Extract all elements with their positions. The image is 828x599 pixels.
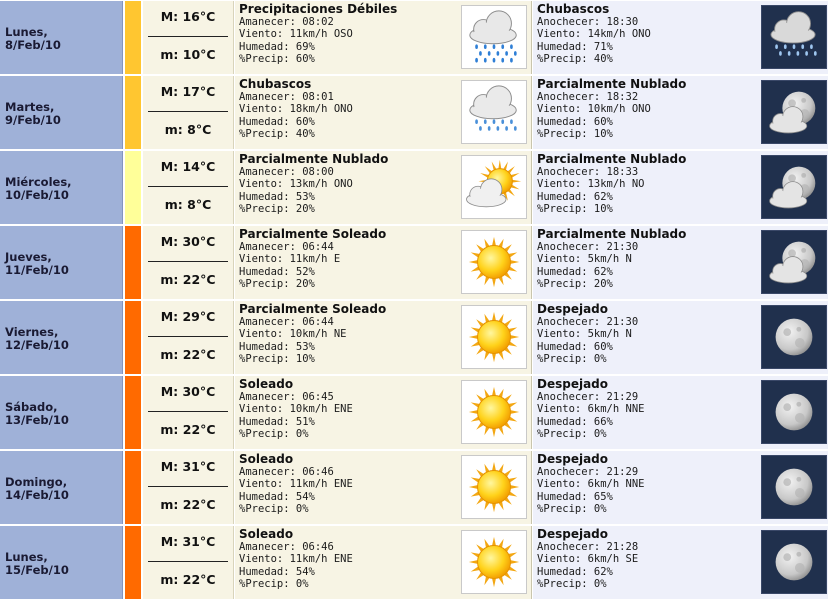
night-wind: Viento: 5km/h N [537, 253, 632, 266]
moon-icon [761, 305, 827, 369]
temperature-cell [143, 1, 234, 74]
day-precipitation: %Precip: 40% [239, 128, 315, 141]
day-precipitation: %Precip: 10% [239, 353, 315, 366]
night-forecast [533, 301, 828, 374]
max-temperature: M: 31°C [160, 534, 216, 549]
sun-cloud-icon [461, 155, 527, 219]
night-condition: Despejado [537, 452, 609, 466]
day-humidity: Humedad: 52% [239, 265, 315, 278]
max-temperature: M: 17°C [160, 84, 216, 99]
day-humidity: Humedad: 54% [239, 490, 315, 503]
temperature-color-bar [125, 76, 141, 149]
forecast-row [0, 375, 828, 449]
night-condition: Despejado [537, 527, 609, 541]
day-forecast [235, 151, 532, 224]
temperature-divider [148, 261, 228, 262]
day-wind: Viento: 11km/h ENE [239, 553, 353, 566]
moon-cloud-icon [761, 155, 827, 219]
min-temperature: m: 8°C [164, 122, 212, 137]
sunrise-time: Amanecer: 06:44 [239, 241, 334, 253]
temperature-cell [143, 151, 234, 224]
sunset-time: Anochecer: 18:32 [537, 91, 639, 103]
day-forecast [235, 226, 532, 299]
sunset-time: Anochecer: 18:33 [537, 166, 639, 178]
day-precipitation: %Precip: 20% [239, 278, 315, 291]
night-precipitation: %Precip: 10% [537, 128, 613, 141]
day-wind: Viento: 10km/h NE [239, 328, 347, 341]
night-humidity: Humedad: 66% [537, 415, 613, 428]
day-condition: Precipitaciones Débiles [239, 2, 398, 16]
day-condition: Soleado [239, 452, 294, 466]
temperature-color-bar [125, 376, 141, 449]
night-wind: Viento: 14km/h ONO [537, 28, 651, 41]
night-humidity: Humedad: 62% [537, 265, 613, 278]
sunset-time: Anochecer: 21:29 [537, 466, 639, 478]
forecast-row [0, 0, 828, 74]
temperature-color-bar [125, 451, 141, 524]
temperature-divider [148, 561, 228, 562]
date-cell [0, 151, 123, 224]
day-condition: Chubascos [239, 77, 312, 91]
date-label: Lunes, 15/Feb/10 [5, 550, 69, 577]
temperature-cell [143, 451, 234, 524]
sunrise-time: Amanecer: 06:44 [239, 316, 334, 328]
day-precipitation: %Precip: 60% [239, 53, 315, 66]
max-temperature: M: 29°C [160, 309, 216, 324]
date-label: Miércoles, 10/Feb/10 [5, 175, 72, 202]
forecast-row [0, 525, 828, 599]
date-label: Sábado, 13/Feb/10 [5, 400, 69, 427]
night-precipitation: %Precip: 40% [537, 53, 613, 66]
min-temperature: m: 8°C [164, 197, 212, 212]
sunrise-time: Amanecer: 06:46 [239, 466, 334, 478]
showers-cloud-icon [461, 80, 527, 144]
forecast-row [0, 225, 828, 299]
min-temperature: m: 10°C [160, 47, 216, 62]
night-wind: Viento: 6km/h SE [537, 553, 639, 566]
date-cell [0, 376, 123, 449]
min-temperature: m: 22°C [160, 572, 216, 587]
date-label: Martes, 9/Feb/10 [5, 100, 61, 127]
temperature-cell [143, 76, 234, 149]
temperature-color-bar [125, 151, 141, 224]
night-wind: Viento: 6km/h NNE [537, 403, 645, 416]
temperature-color-bar [125, 301, 141, 374]
temperature-divider [148, 111, 228, 112]
temperature-color-bar [125, 226, 141, 299]
night-humidity: Humedad: 60% [537, 340, 613, 353]
temperature-color-bar [125, 1, 141, 74]
night-precipitation: %Precip: 0% [537, 428, 607, 441]
sunset-time: Anochecer: 21:29 [537, 391, 639, 403]
temperature-cell [143, 226, 234, 299]
night-humidity: Humedad: 65% [537, 490, 613, 503]
day-precipitation: %Precip: 0% [239, 578, 309, 591]
night-precipitation: %Precip: 0% [537, 503, 607, 516]
max-temperature: M: 14°C [160, 159, 216, 174]
date-label: Domingo, 14/Feb/10 [5, 475, 69, 502]
day-precipitation: %Precip: 0% [239, 428, 309, 441]
sunrise-time: Amanecer: 08:01 [239, 91, 334, 103]
temperature-cell [143, 376, 234, 449]
night-wind: Viento: 13km/h NO [537, 178, 645, 191]
date-cell [0, 451, 123, 524]
min-temperature: m: 22°C [160, 347, 216, 362]
day-humidity: Humedad: 69% [239, 40, 315, 53]
day-precipitation: %Precip: 20% [239, 203, 315, 216]
forecast-row [0, 450, 828, 524]
night-humidity: Humedad: 62% [537, 190, 613, 203]
sunset-time: Anochecer: 21:28 [537, 541, 639, 553]
night-forecast [533, 226, 828, 299]
night-condition: Despejado [537, 377, 609, 391]
temperature-divider [148, 411, 228, 412]
night-forecast [533, 151, 828, 224]
temperature-cell [143, 526, 234, 599]
rain-cloud-icon [461, 5, 527, 69]
sun-icon [461, 230, 527, 294]
day-forecast [235, 376, 532, 449]
min-temperature: m: 22°C [160, 497, 216, 512]
day-humidity: Humedad: 54% [239, 565, 315, 578]
sunrise-time: Amanecer: 06:45 [239, 391, 334, 403]
temperature-divider [148, 486, 228, 487]
day-wind: Viento: 18km/h ONO [239, 103, 353, 116]
temperature-cell [143, 301, 234, 374]
night-showers-icon [761, 5, 827, 69]
day-forecast [235, 451, 532, 524]
day-wind: Viento: 11km/h ENE [239, 478, 353, 491]
night-wind: Viento: 5km/h N [537, 328, 632, 341]
moon-icon [761, 380, 827, 444]
day-condition: Parcialmente Nublado [239, 152, 389, 166]
day-condition: Soleado [239, 377, 294, 391]
date-label: Viernes, 12/Feb/10 [5, 325, 69, 352]
day-wind: Viento: 11km/h OSO [239, 28, 353, 41]
forecast-row [0, 75, 828, 149]
date-cell [0, 526, 123, 599]
night-humidity: Humedad: 62% [537, 565, 613, 578]
night-condition: Despejado [537, 302, 609, 316]
night-forecast [533, 451, 828, 524]
temperature-divider [148, 36, 228, 37]
night-condition: Parcialmente Nublado [537, 152, 687, 166]
night-forecast [533, 76, 828, 149]
day-wind: Viento: 11km/h E [239, 253, 341, 266]
night-wind: Viento: 10km/h ONO [537, 103, 651, 116]
night-precipitation: %Precip: 20% [537, 278, 613, 291]
night-precipitation: %Precip: 0% [537, 578, 607, 591]
day-condition: Soleado [239, 527, 294, 541]
date-label: Jueves, 11/Feb/10 [5, 250, 69, 277]
date-label: Lunes, 8/Feb/10 [5, 25, 61, 52]
night-wind: Viento: 6km/h NNE [537, 478, 645, 491]
moon-icon [761, 455, 827, 519]
date-cell [0, 226, 123, 299]
temperature-divider [148, 336, 228, 337]
moon-cloud-icon [761, 230, 827, 294]
day-humidity: Humedad: 51% [239, 415, 315, 428]
min-temperature: m: 22°C [160, 422, 216, 437]
day-humidity: Humedad: 60% [239, 115, 315, 128]
day-humidity: Humedad: 53% [239, 190, 315, 203]
max-temperature: M: 31°C [160, 459, 216, 474]
max-temperature: M: 30°C [160, 234, 216, 249]
sun-icon [461, 530, 527, 594]
day-forecast [235, 526, 532, 599]
sunrise-time: Amanecer: 06:46 [239, 541, 334, 553]
day-condition: Parcialmente Soleado [239, 227, 387, 241]
night-humidity: Humedad: 71% [537, 40, 613, 53]
day-wind: Viento: 13km/h ONO [239, 178, 353, 191]
date-cell [0, 301, 123, 374]
day-forecast [235, 76, 532, 149]
sun-icon [461, 380, 527, 444]
day-precipitation: %Precip: 0% [239, 503, 309, 516]
max-temperature: M: 16°C [160, 9, 216, 24]
sun-icon [461, 305, 527, 369]
sun-icon [461, 455, 527, 519]
night-condition: Parcialmente Nublado [537, 227, 687, 241]
max-temperature: M: 30°C [160, 384, 216, 399]
day-forecast [235, 301, 532, 374]
moon-icon [761, 530, 827, 594]
day-humidity: Humedad: 53% [239, 340, 315, 353]
forecast-row [0, 150, 828, 224]
night-precipitation: %Precip: 0% [537, 353, 607, 366]
night-condition: Parcialmente Nublado [537, 77, 687, 91]
night-precipitation: %Precip: 10% [537, 203, 613, 216]
forecast-row [0, 300, 828, 374]
date-cell [0, 76, 123, 149]
night-forecast [533, 526, 828, 599]
min-temperature: m: 22°C [160, 272, 216, 287]
date-cell [0, 1, 123, 74]
night-humidity: Humedad: 60% [537, 115, 613, 128]
moon-cloud-icon [761, 80, 827, 144]
temperature-divider [148, 186, 228, 187]
night-forecast [533, 1, 828, 74]
sunset-time: Anochecer: 18:30 [537, 16, 639, 28]
sunrise-time: Amanecer: 08:00 [239, 166, 334, 178]
sunset-time: Anochecer: 21:30 [537, 316, 639, 328]
sunset-time: Anochecer: 21:30 [537, 241, 639, 253]
temperature-color-bar [125, 526, 141, 599]
night-condition: Chubascos [537, 2, 610, 16]
day-condition: Parcialmente Soleado [239, 302, 387, 316]
day-wind: Viento: 10km/h ENE [239, 403, 353, 416]
day-forecast [235, 1, 532, 74]
sunrise-time: Amanecer: 08:02 [239, 16, 334, 28]
night-forecast [533, 376, 828, 449]
